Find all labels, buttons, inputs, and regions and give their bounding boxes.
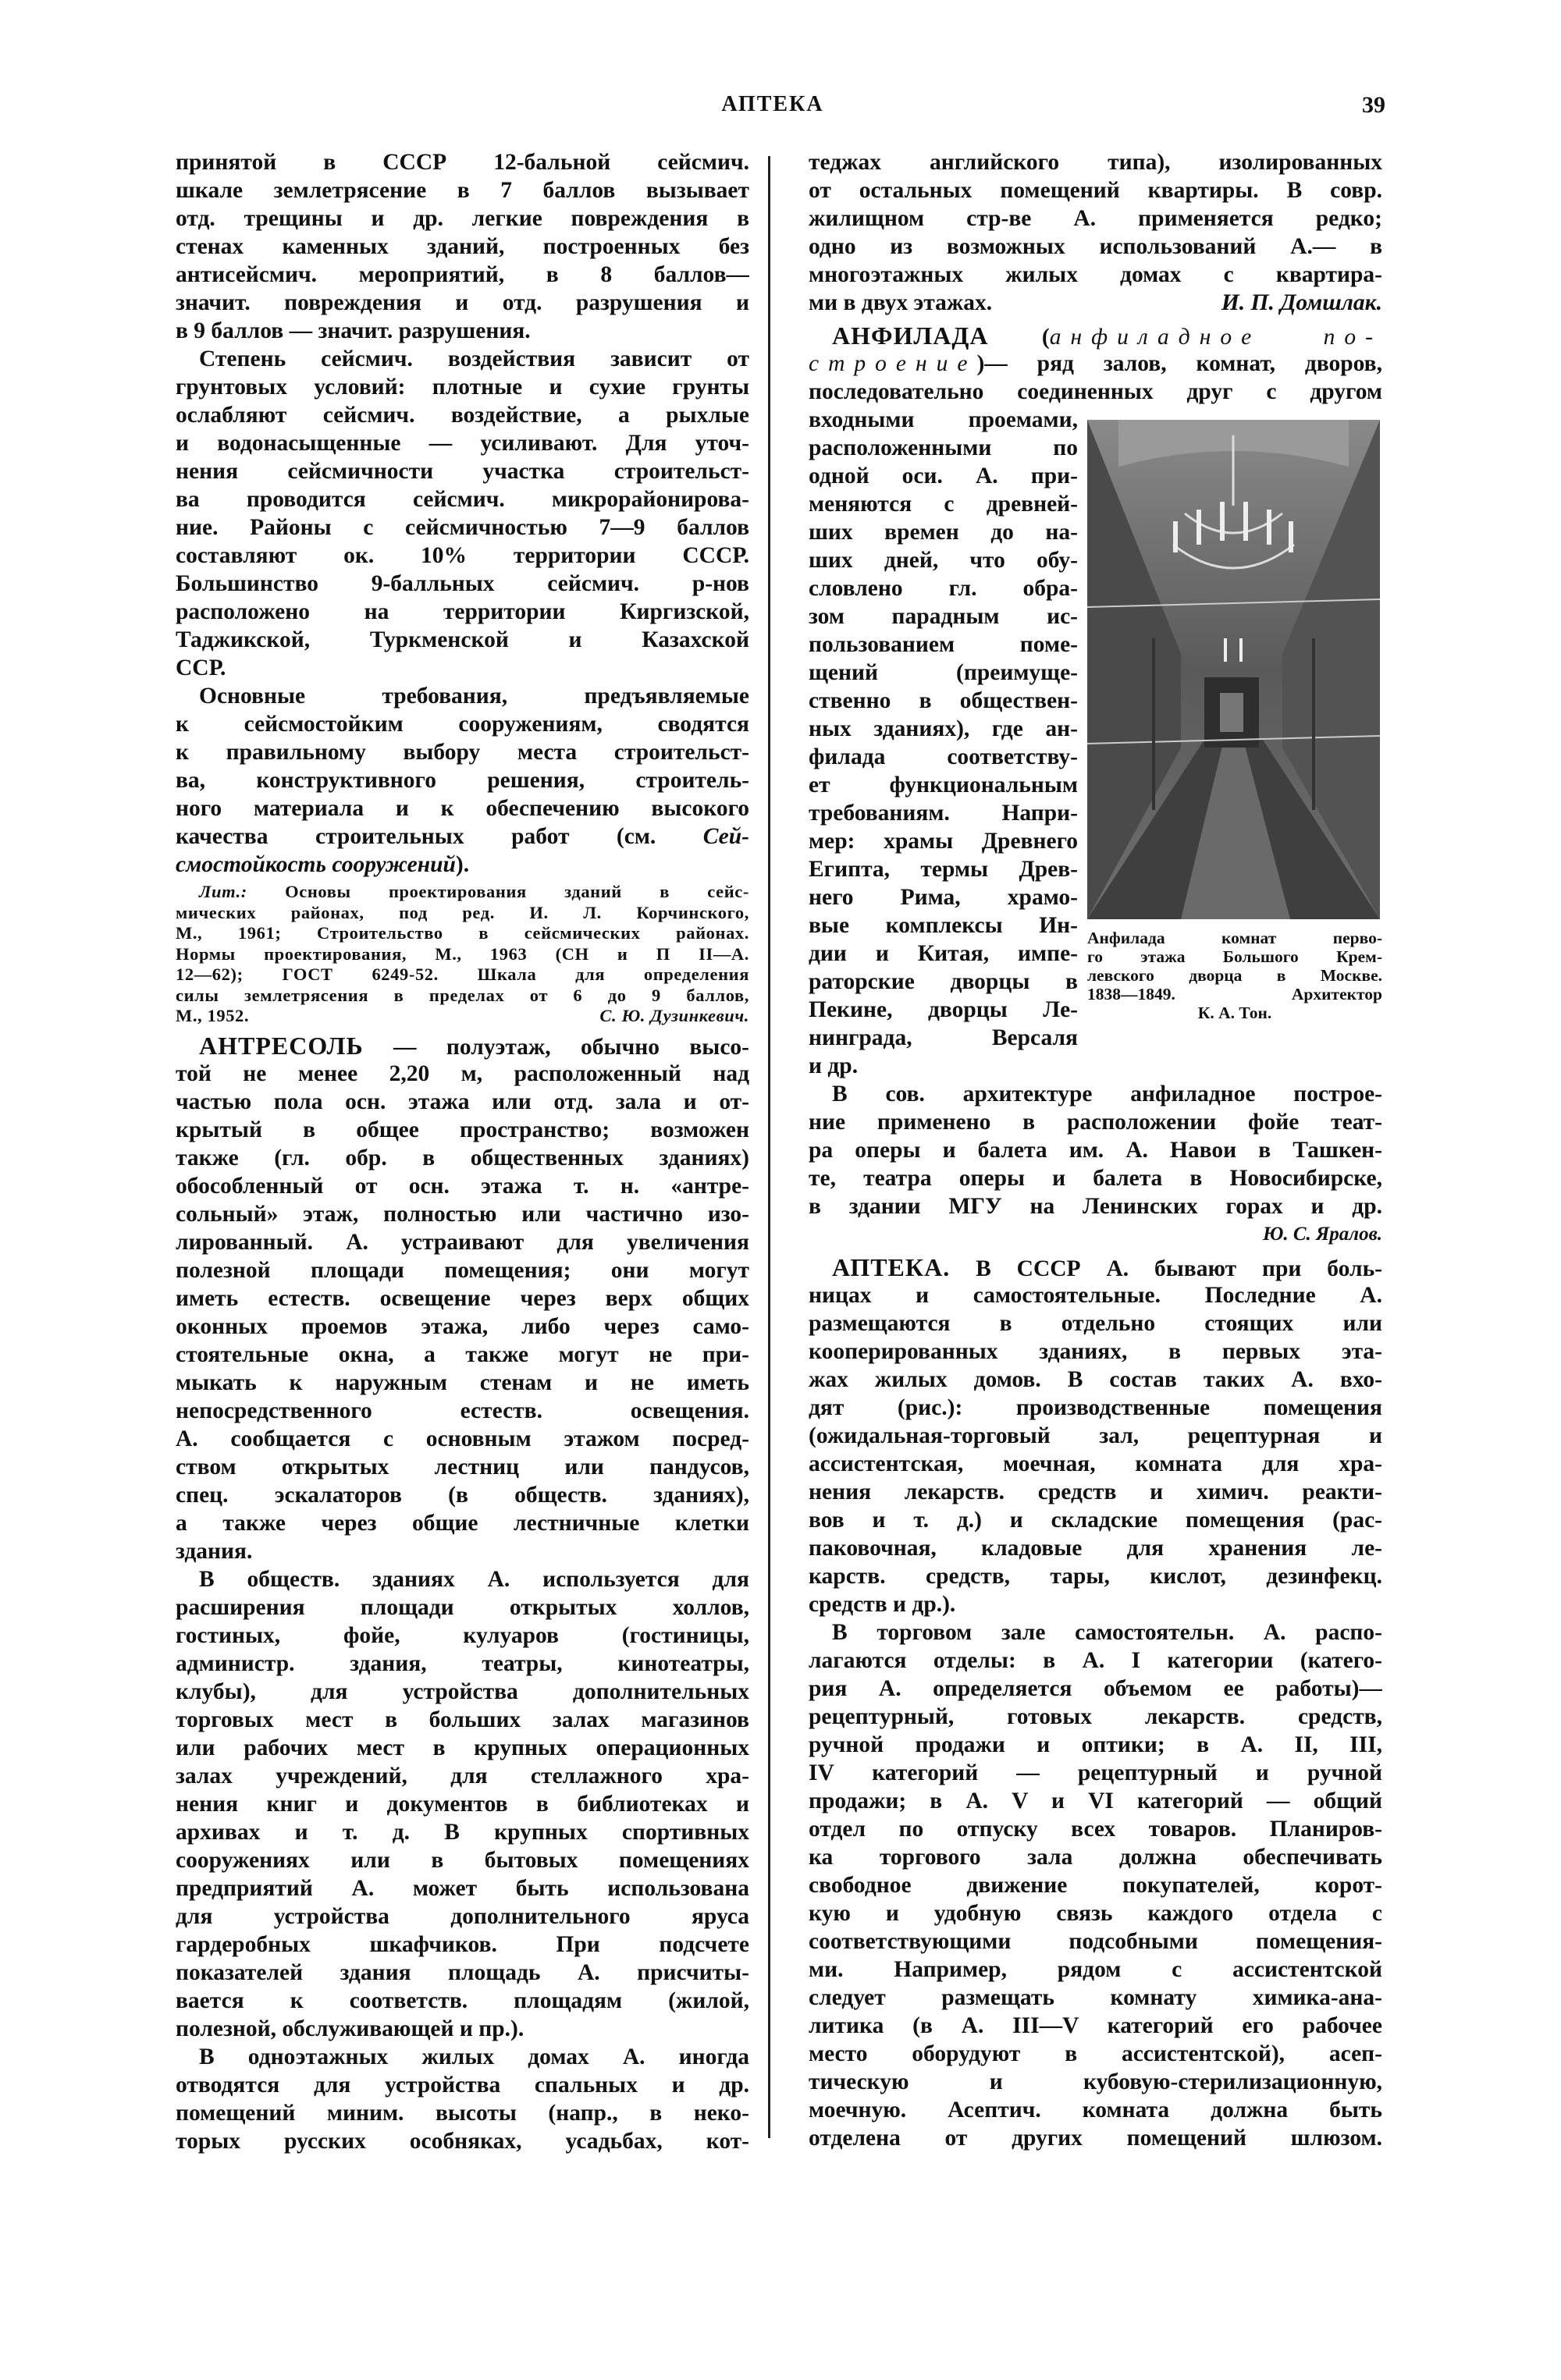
page-number: 39 [1362, 92, 1385, 118]
text-line: к правильному выбору места строительст- [176, 740, 749, 765]
text-line: отводятся для устройства спальных и др. [176, 2072, 749, 2098]
text-line: размещаются в отдельно стоящих или [809, 1311, 1382, 1336]
text-line: требованиям. Напри- [809, 801, 1078, 826]
text-line: вые комплексы Ин- [809, 913, 1078, 938]
paragraph [176, 2043, 749, 2155]
text-line: нения лекарств. средств и химич. реакти- [809, 1480, 1382, 1504]
line-text: В СССР А. бывают при боль- [950, 1256, 1382, 1281]
paragraph [176, 345, 749, 682]
text-line: ного материала и к обеспечению высокого [176, 796, 749, 821]
text-line: многоэтажных жилых домах с квартира- [809, 262, 1382, 287]
text-line: ших дней, что обу- [809, 548, 1078, 573]
text-line: и др. [809, 1053, 859, 1078]
article-anfilada-heading [809, 321, 1382, 406]
text-line: кую и удобную связь каждого отдела с [809, 1901, 1382, 1926]
text-line: филада соответству- [809, 744, 1078, 769]
column-divider [768, 156, 770, 2138]
text-line: А. сообщается с основным этажом посред- [176, 1426, 749, 1451]
text-line: Египта, термы Древ- [809, 857, 1078, 882]
text-line: меняются с древней- [809, 492, 1078, 517]
text-line: отделена от других помещений шлюзом. [809, 2126, 1382, 2151]
text-line [176, 1006, 749, 1027]
text-line: ние. Районы с сейсмичностью 7—9 баллов [176, 515, 749, 540]
text-line: в 9 баллов — значит. разрушения. [176, 318, 531, 343]
spaced-term: анфиладное по- [1049, 325, 1382, 350]
line-text: ( [988, 325, 1050, 350]
text-line [809, 289, 1382, 317]
text-line: составляют ок. 10% территории СССР. [176, 543, 749, 568]
text-line: дии и Китая, импе- [809, 941, 1078, 966]
text-line [176, 822, 749, 851]
text-line: тическую и кубовую-стерилизационную, [809, 2069, 1382, 2094]
paragraph [809, 1253, 1382, 1618]
text-line: ра оперы и балета им. А. Навои в Ташкен- [809, 1138, 1382, 1163]
text-line: В сов. архитектуре анфиладное построе- [832, 1082, 1382, 1107]
line-text: Основы проектирования зданий в сейс- [247, 882, 749, 901]
text-line: нения сейсмичности участка строительст- [176, 459, 749, 484]
text-line: зом парадным ис- [809, 604, 1078, 629]
text-line: иметь естеств. освещение через верх общих [176, 1285, 749, 1311]
text-line: расширения площади открытых холлов, [176, 1594, 749, 1620]
italic-term: Сей- [702, 824, 749, 849]
caption-line: го этажа Большого Крем- [1087, 947, 1382, 966]
text-line: расположенными по [809, 435, 1078, 460]
text-line: теджах английского типа), изолированных [809, 150, 1382, 175]
text-line: М., 1961; Строительство в сейсмических районах. [176, 923, 749, 943]
paragraph [809, 1618, 1382, 2152]
anfilada-figure-row [809, 406, 1382, 1080]
caption-line: Анфилада комнат перво- [1087, 929, 1382, 947]
text-line: показателей здания площадь А. присчиты- [176, 1959, 749, 1985]
text-line: В торговом зале самостоятельн. А. распо- [832, 1620, 1382, 1645]
text-line: место оборудуют в ассистентской), асеп- [809, 2041, 1382, 2066]
right-column [809, 148, 1382, 2152]
text-line: Пекине, дворцы Ле- [809, 997, 1078, 1022]
text-line: стенах каменных зданий, построенных без [176, 234, 749, 259]
anfilada-narrow-text [809, 406, 1078, 1080]
text-line: лированный. А. устраивают для увеличения [176, 1229, 749, 1255]
text-line: раторские дворцы в [809, 969, 1078, 994]
text-line: пользованием поме- [809, 632, 1078, 657]
text-line: Основные требования, предъявляемые [199, 684, 749, 709]
text-line: жилищном стр-ве А. применяется редко; [809, 206, 1382, 231]
text-line: нинграда, Версаля [809, 1025, 1078, 1050]
text-line: спец. эскалаторов (в обществ. зданиях), [176, 1482, 749, 1508]
text-line [176, 1032, 749, 1060]
text-line: здания. [176, 1538, 253, 1564]
text-line: Степень сейсмич. воздействия зависит от [199, 346, 749, 371]
text-line: шкале землетрясение в 7 баллов вызывает [176, 178, 749, 203]
text-line [809, 1253, 1382, 1281]
text-line: свободное движение покупателей, корот- [809, 1873, 1382, 1898]
headword: АПТЕКА. [832, 1253, 951, 1281]
text-line: Таджикской, Туркменской и Казахской [176, 627, 749, 652]
author-signature: И. П. Домшлак. [1221, 290, 1382, 315]
text-line: Большинство 9-балльных сейсмич. р-нов [176, 571, 749, 596]
text-line: ством открытых лестниц или пандусов, [176, 1454, 749, 1480]
text-line: отд. трещины и др. легкие повреждения в [176, 206, 749, 231]
text-line [809, 350, 1382, 378]
caption-line: К. А. Тон. [1197, 1004, 1272, 1022]
line-text: )— ряд залов, комнат, дворов, [976, 351, 1382, 376]
text-line: гостиных, фойе, кулуаров (гостиницы, [176, 1622, 749, 1648]
paragraph [176, 1032, 749, 1565]
text-line: соответствующими подсобными помещения- [809, 1929, 1382, 1954]
text-line: ассистентская, моечная, комната для хра- [809, 1451, 1382, 1476]
text-line: ние применено в расположении фойе теат- [809, 1110, 1382, 1135]
line-text: ми в двух этажах. [809, 290, 993, 315]
text-line [176, 882, 749, 903]
text-line: ручной продажи и оптики; в А. II, III, [809, 1732, 1382, 1757]
author-signature: Ю. С. Яралов. [1262, 1224, 1382, 1245]
text-line: 12—62); ГОСТ 6249-52. Шкала для определения [176, 964, 749, 984]
paragraph [176, 682, 749, 879]
text-line: нения книг и документов в библиотеках и [176, 1791, 749, 1817]
text-line: сольный» этаж, полностью или частично изо- [176, 1201, 749, 1227]
author-signature: С. Ю. Дузинкевич. [599, 1006, 749, 1025]
text-line: грунтовых условий: плотные и сухие грунты [176, 375, 749, 400]
text-line: ных зданиях), где ан- [809, 716, 1078, 741]
text-line: также (гл. обр. в общественных зданиях) [176, 1145, 749, 1170]
text-line: ССР. [176, 655, 226, 680]
right-column-rest [809, 1080, 1382, 2152]
running-header: АПТЕКА [721, 92, 824, 116]
italic-term: Лит.: [199, 882, 247, 901]
left-column [176, 148, 749, 2155]
text-line: мыкать к наружным стенам и не иметь [176, 1369, 749, 1395]
text-line: предприятий А. может быть использована [176, 1875, 749, 1901]
spaced-term: строение [809, 351, 977, 376]
figure [1087, 420, 1382, 1080]
text-line: ницах и самостоятельные. Последние А. [809, 1283, 1382, 1308]
text-line: сооружениях или в бытовых помещениях [176, 1847, 749, 1873]
text-line: словлено гл. обра- [809, 576, 1078, 601]
text-line: кооперированных зданиях, в первых эта- [809, 1339, 1382, 1364]
text-line: мических районах, под ред. И. Л. Корчинского, [176, 902, 749, 922]
text-line: щений (преимуще- [809, 660, 1078, 685]
text-line: карств. средств, тары, кислот, дезинфекц. [809, 1564, 1382, 1589]
headword: АНТРЕСОЛЬ [199, 1031, 364, 1060]
text-line: торговых мест в больших залах магазинов [176, 1707, 749, 1732]
paragraph [809, 1080, 1382, 1249]
text-line: рия А. определяется объемом ее работы)— [809, 1676, 1382, 1701]
text-line: средств и др.). [809, 1592, 956, 1617]
text-line: (ожидальная-торговый зал, рецептурная и [809, 1423, 1382, 1448]
text-line: рецептурный, готовых лекарств. средств, [809, 1704, 1382, 1729]
text-line: залах учреждений, для стеллажного хра- [176, 1763, 749, 1789]
text-line: входными проемами, [809, 407, 1078, 432]
text-line: вов и т. д.) и складские помещения (рас- [809, 1508, 1382, 1533]
text-line: полезной, обслуживающей и пр.). [176, 2016, 524, 2041]
text-line: значит. повреждения и отд. разрушения и [176, 290, 749, 315]
text-line: литика (в А. III—V категорий его рабочее [809, 2013, 1382, 2038]
text-line: отдел по отпуску всех товаров. Планиров- [809, 1817, 1382, 1842]
text-line: Нормы проектирования, М., 1963 (СН и П II—А. [176, 943, 749, 964]
text-line: мер: храмы Древнего [809, 829, 1078, 854]
caption-line: 1838—1849. Архитектор [1087, 985, 1382, 1004]
text-line: администр. здания, театры, кинотеатры, [176, 1650, 749, 1676]
text-line: IV категорий — рецептурный и ручной [809, 1760, 1382, 1785]
headword: АНФИЛАДА [832, 321, 989, 350]
text-line: клубы), для устройства дополнительных [176, 1678, 749, 1704]
text-line: и водонасыщенные — усиливают. Для уточ- [176, 431, 749, 456]
literature-block [176, 882, 749, 1027]
line-text: качества строительных работ (см. [176, 824, 703, 849]
article-end-paragraph [809, 148, 1382, 317]
text-line: а также через общие лестничные клетки [176, 1510, 749, 1536]
text-line: силы землетрясения в пределах от 6 до 9 баллов, [176, 985, 749, 1005]
text-line: к сейсмостойким сооружениям, сводятся [176, 712, 749, 737]
text-line: или рабочих мест в крупных операционных [176, 1735, 749, 1760]
text-line [809, 321, 1382, 350]
text-line: ми. Например, рядом с ассистентской [809, 1957, 1382, 1982]
line-text: ). [455, 852, 470, 877]
figure-caption [1087, 929, 1382, 1022]
text-line: дят (рис.): производственные помещения [809, 1395, 1382, 1420]
paragraph [176, 148, 749, 345]
text-line: помещений миним. высоты (напр., в неко- [176, 2100, 749, 2126]
text-line: частью пола осн. этажа или отд. зала и от- [176, 1089, 749, 1114]
line-text: М., 1952. [176, 1006, 250, 1025]
text-line: непосредственного естеств. освещения. [176, 1398, 749, 1423]
text-line: крытый в общее пространство; возможен [176, 1117, 749, 1142]
text-line: расположено на территории Киргизской, [176, 599, 749, 624]
text-line: В одноэтажных жилых домах А. иногда [199, 2044, 749, 2069]
text-line: в здании МГУ на Ленинских горах и др. [809, 1194, 1382, 1219]
text-line: паковочная, кладовые для хранения ле- [809, 1536, 1382, 1561]
text-line: оконных проемов этажа, либо через само- [176, 1313, 749, 1339]
line-text: — полуэтаж, обычно высо- [363, 1034, 749, 1060]
text-line: полезной площади помещения; они могут [176, 1257, 749, 1283]
text-line: ет функциональным [809, 773, 1078, 797]
text-line: моечную. Асептич. комната должна быть [809, 2098, 1382, 2122]
text-line: одно из возможных использований А.— в [809, 234, 1382, 259]
text-line: ших времен до на- [809, 520, 1078, 545]
anfilada-photo [1087, 420, 1380, 919]
caption-line: левского дворца в Москве. [1087, 966, 1382, 985]
text-line: ва проводится сейсмич. микрорайонирова- [176, 487, 749, 512]
text-line: стоятельные окна, а также могут не при- [176, 1341, 749, 1367]
text-line: ослабляют сейсмич. воздействие, а рыхлые [176, 403, 749, 428]
text-line: для устройства дополнительного яруса [176, 1903, 749, 1929]
text-line: от остальных помещений квартиры. В совр. [809, 178, 1382, 203]
text-line: него Рима, храмо- [809, 885, 1078, 910]
text-line: те, театра оперы и балета в Новосибирске, [809, 1166, 1382, 1191]
text-line: обособленный от осн. этажа т. н. «антре- [176, 1173, 749, 1199]
text-line: следует размещать комнату химика-ана- [809, 1985, 1382, 2010]
text-line: архивах и т. д. В крупных спортивных [176, 1819, 749, 1845]
text-line [176, 851, 749, 879]
text-line: той не менее 2,20 м, расположенный над [176, 1060, 749, 1086]
italic-term: смостойкость сооружений [176, 852, 456, 877]
text-line: продажи; в А. V и VI категорий — общий [809, 1789, 1382, 1813]
text-line: ка торгового зала должна обеспечивать [809, 1845, 1382, 1870]
text-line: торых русских особняках, усадьбах, кот- [176, 2128, 749, 2154]
text-line: принятой в СССР 12-бальной сейсмич. [176, 150, 749, 175]
text-line: В обществ. зданиях А. используется для [199, 1566, 749, 1592]
text-line: ственно в обществен- [809, 688, 1078, 713]
text-line: антисейсмич. мероприятий, в 8 баллов— [176, 262, 749, 287]
text-line: последовательно соединенных друг с другом [809, 379, 1382, 404]
text-line: лагаются отделы: в А. I категории (катего- [809, 1648, 1382, 1673]
text-line: одной оси. А. при- [809, 464, 1078, 488]
text-line: ва, конструктивного решения, строитель- [176, 768, 749, 793]
text-line: жах жилых домов. В состав таких А. вхо- [809, 1367, 1382, 1392]
text-line: гардеробных шкафчиков. При подсчете [176, 1931, 749, 1957]
paragraph [176, 1565, 749, 2043]
text-line: вается к соответств. площадям (жилой, [176, 1987, 749, 2013]
